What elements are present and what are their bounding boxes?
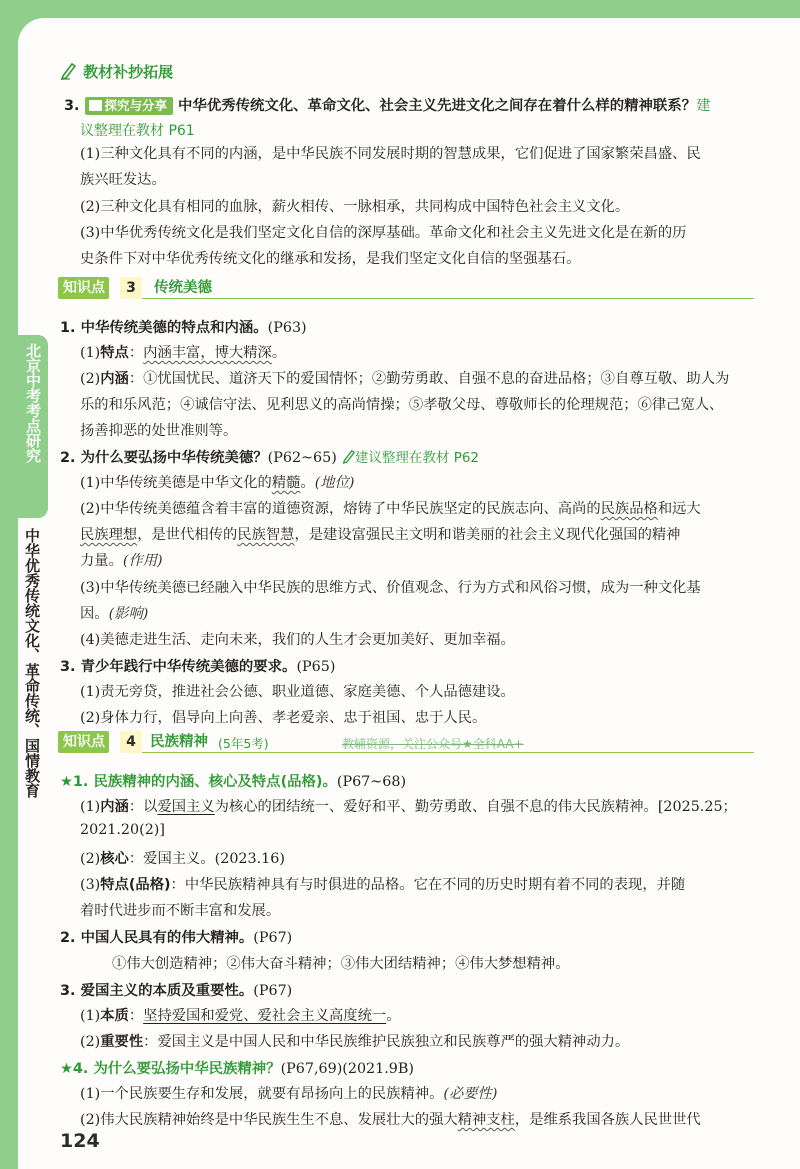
k4-q3-title: 爱国主义的本质及重要性。 xyxy=(80,983,254,999)
knowledge-point-divider xyxy=(142,752,754,753)
k4-q3-heading xyxy=(60,979,292,1000)
q3-answer-1-line-1: (1)三种文化具有不同的内涵，是中华民族不同发展时期的智慧成果，它们促进了国家繁荣昌盛、民 xyxy=(80,146,701,162)
knowledge-point-number: 4 xyxy=(120,731,142,753)
answer-end: 和远大 xyxy=(657,501,701,517)
k3-q1-page: (P63) xyxy=(267,320,307,336)
sidebar xyxy=(18,18,50,1169)
k4-q4-answer-1 xyxy=(80,1083,497,1103)
item-text: ：以 xyxy=(128,799,158,815)
k3-q2-answer-2-line-2 xyxy=(80,524,680,544)
sidebar-section-label: 北京中考考点研究 xyxy=(24,343,42,463)
k3-q2-answer-1 xyxy=(80,472,354,492)
answer-text: (1)中华传统美德是中华文化的 xyxy=(80,475,272,491)
k4-q3-item-1 xyxy=(80,1005,401,1025)
k3-q1-heading xyxy=(60,316,307,337)
item-key: 本质 xyxy=(100,1008,129,1024)
sidebar-chapter-label: 中华优秀传统文化、革命传统、国情教育 xyxy=(23,528,41,798)
k4-q2-answer: ①伟大创造精神；②伟大奋斗精神；③伟大团结精神；④伟大梦想精神。 xyxy=(112,956,570,972)
k4-q1-title: 民族精神的内涵、核心及特点(品格)。 xyxy=(93,774,337,790)
item-prefix: (1) xyxy=(80,345,101,361)
answer-key: 民族理想 xyxy=(80,527,138,543)
q3-answer-3-line-1: (3)中华优秀传统文化是我们坚定文化自信的深厚基础。革命文化和社会主义先进文化是在新的历 xyxy=(80,225,687,241)
answer-key: 民族品格 xyxy=(600,501,658,517)
handwritten-note: (地位) xyxy=(314,475,355,491)
answer-key: 精神支柱 xyxy=(457,1112,515,1128)
k4-q1-item-3-line-1 xyxy=(80,874,685,894)
k4-q4-title: 为什么要弘扬中华民族精神？ xyxy=(93,1061,281,1077)
k3-q3-answer-1: (1)责无旁贷，推进社会公德、职业道德、家庭美德、个人品德建设。 xyxy=(80,684,515,700)
k4-q1-heading xyxy=(60,770,406,791)
knowledge-point-3-header xyxy=(58,277,758,299)
pencil-icon xyxy=(342,449,355,468)
q3-number: 3. xyxy=(64,98,80,114)
answer-key: 民族智慧 xyxy=(237,527,295,543)
k3-q2-answer-3-line-2 xyxy=(80,603,148,623)
item-prefix: (2) xyxy=(80,851,101,867)
item-text: 为核心的团结统一、爱好和平、勤劳勇敢、自强不息的伟大民族精神。[2025.25； xyxy=(214,799,737,815)
item-key: 特点 xyxy=(100,345,129,361)
item-prefix: (1) xyxy=(80,799,101,815)
answer-text: (1)一个民族要生存和发展，就要有昂扬向上的民族精神。 xyxy=(80,1086,444,1102)
item-value: 内涵丰富，博大精深 xyxy=(143,345,272,361)
k4-q1-number: 1. xyxy=(72,774,89,790)
item-end: 。 xyxy=(271,345,287,361)
k3-q1-item-2-line-2: 乐的和乐风范；④诚信守法、见利思义的高尚情操；⑤孝敬父母、尊敬师长的伦理规范；⑥律己宽人、 xyxy=(80,397,724,413)
explore-share-tag-label: 探究与分享 xyxy=(104,98,168,113)
k3-q1-item-2-line-1 xyxy=(80,368,729,388)
q3-answer-1-line-2: 族兴旺发达。 xyxy=(80,172,166,188)
answer-text: ，是建设富强民主文明和谐美丽的社会主义现代化强国的精神 xyxy=(294,527,681,543)
answer-text: 力量。 xyxy=(80,553,123,569)
k3-q3-heading xyxy=(60,655,335,676)
knowledge-point-number: 3 xyxy=(120,277,142,299)
answer-text: (2)伟大民族精神始终是中华民族生生不息、发展壮大的强大 xyxy=(80,1112,458,1128)
answer-text: ，是维系我国各族人民世世代 xyxy=(514,1112,701,1128)
k3-q2-answer-2-line-3 xyxy=(80,550,163,570)
knowledge-point-title: 传统美德 xyxy=(154,280,212,296)
q3-line xyxy=(64,94,711,115)
q3-hint-a: 建 xyxy=(696,98,711,114)
k3-q3-answer-2: (2)身体力行，倡导向上向善、孝老爱亲、忠于祖国、忠于人民。 xyxy=(80,710,487,726)
watermark-text: 教辅资源，关注公众号★全科AA+ xyxy=(342,737,524,751)
k3-q3-title: 青少年践行中华传统美德的要求。 xyxy=(80,659,297,675)
header-title: 教材补抄拓展 xyxy=(83,63,174,81)
item-key: 重要性 xyxy=(100,1034,144,1050)
k3-q3-page: (P65) xyxy=(296,659,336,675)
k4-q2-page: (P67) xyxy=(253,930,293,946)
k3-q2-hint: 建议整理在教材 P62 xyxy=(354,450,480,466)
k3-q2-answer-4: (4)美德走进生活、走向未来，我们的人生才会更加美好、更加幸福。 xyxy=(80,632,515,648)
star-icon: ★ xyxy=(60,774,73,790)
item-prefix: (1) xyxy=(80,1008,101,1024)
item-underlined: 爱国主义 xyxy=(157,799,215,815)
knowledge-point-4-header xyxy=(58,731,758,753)
item-text: ：①忧国忧民、道济天下的爱国情怀；②勤劳勇敢、自强不息的奋进品格；③自尊互敬、助人为 xyxy=(128,371,730,387)
item-text: ：中华民族精神具有与时俱进的品格。它在不同的历史时期有着不同的表现，并随 xyxy=(170,877,686,893)
item-prefix: (2) xyxy=(80,371,101,387)
knowledge-point-label: 知识点 xyxy=(58,731,109,753)
k4-q4-number: 4. xyxy=(72,1061,89,1077)
k4-q1-item-1-line-2: 2021.20(2)] xyxy=(80,822,165,838)
answer-text: ，是世代相传的 xyxy=(137,527,238,543)
page-number: 124 xyxy=(60,1130,100,1152)
item-prefix: (3) xyxy=(80,877,101,893)
k4-q4-answer-2 xyxy=(80,1109,701,1129)
answer-end: 。 xyxy=(300,475,315,491)
page xyxy=(18,18,800,1169)
knowledge-point-exam-count: (5年5考) xyxy=(218,736,269,751)
k3-q1-title: 中华传统美德的特点和内涵。 xyxy=(80,320,268,336)
k4-q1-item-3-line-2: 着时代进步而不断丰富和发展。 xyxy=(80,903,281,919)
handwritten-note: (作用) xyxy=(122,553,163,569)
item-key: 内涵 xyxy=(100,799,129,815)
item-key: 核心 xyxy=(100,851,129,867)
k3-q2-page: (P62~65) xyxy=(267,450,337,466)
answer-text: (2)中华传统美德蕴含着丰富的道德资源，熔铸了中华民族坚定的民族志向、高尚的 xyxy=(80,501,601,517)
k4-q3-page: (P67) xyxy=(253,983,293,999)
answer-text: 因。 xyxy=(80,606,109,622)
item-underlined: 坚持爱国和爱党、爱社会主义高度统一 xyxy=(143,1008,387,1024)
k3-q1-item-2-line-3: 扬善抑恶的处世准则等。 xyxy=(80,423,238,439)
q3-question: 中华优秀传统文化、革命文化、社会主义先进文化之间存在着什么样的精神联系？ xyxy=(178,98,697,114)
star-icon: ★ xyxy=(60,1061,73,1077)
k4-q1-item-2 xyxy=(80,848,285,868)
k3-q2-number: 2. xyxy=(60,450,76,466)
pencil-icon xyxy=(60,62,76,84)
sidebar-section-tab xyxy=(18,335,48,518)
k3-q1-item-1 xyxy=(80,342,286,362)
knowledge-point-label: 知识点 xyxy=(58,277,109,299)
item-text: ：爱国主义。(2023.16) xyxy=(128,851,285,867)
item-colon: ： xyxy=(128,345,144,361)
handwritten-note: (影响) xyxy=(108,606,149,622)
knowledge-point-title: 民族精神 xyxy=(150,734,208,750)
k3-q2-answer-3-line-1: (3)中华传统美德已经融入中华民族的思维方式、价值观念、行为方式和风俗习惯，成为一种文化基 xyxy=(80,580,701,596)
k4-q2-heading xyxy=(60,926,292,947)
k4-q3-item-2 xyxy=(80,1031,629,1051)
answer-key: 精髓 xyxy=(271,475,301,491)
k4-q4-heading xyxy=(60,1057,414,1078)
item-key: 内涵 xyxy=(100,371,129,387)
k3-q2-answer-2-line-1 xyxy=(80,498,701,518)
item-colon: ： xyxy=(128,1008,144,1024)
explore-share-tag xyxy=(85,97,174,115)
handwritten-note: (必要性) xyxy=(443,1086,498,1102)
k4-q1-page: (P67~68) xyxy=(336,774,407,790)
item-end: 。 xyxy=(386,1008,401,1024)
k4-q1-item-1-line-1 xyxy=(80,796,737,816)
k3-q2-heading xyxy=(60,446,479,468)
q3-answer-2: (2)三种文化具有相同的血脉，薪火相传、一脉相承，共同构成中国特色社会主义文化。 xyxy=(80,199,630,215)
item-text: ：爱国主义是中国人民和中华民族维护民族独立和民族尊严的强大精神动力。 xyxy=(143,1034,630,1050)
item-prefix: (2) xyxy=(80,1034,101,1050)
k3-q2-title: 为什么要弘扬中华传统美德？ xyxy=(80,450,268,466)
q3-answer-3-line-2: 史条件下对中华优秀传统文化的继承和发扬，是我们坚定文化自信的坚强基石。 xyxy=(80,251,581,267)
k3-q1-number: 1. xyxy=(60,320,76,336)
q3-hint: 议整理在教材 P61 xyxy=(80,123,195,139)
k4-q4-page: (P67,69)(2021.9B) xyxy=(280,1061,414,1077)
k4-q2-title: 中国人民具有的伟大精神。 xyxy=(80,930,254,946)
item-key: 特点(品格) xyxy=(100,877,171,893)
knowledge-point-divider xyxy=(142,298,754,299)
k3-q3-number: 3. xyxy=(60,659,76,675)
header xyxy=(60,61,173,84)
k4-q2-number: 2. xyxy=(60,930,76,946)
k4-q3-number: 3. xyxy=(60,983,76,999)
book-icon xyxy=(89,100,102,111)
